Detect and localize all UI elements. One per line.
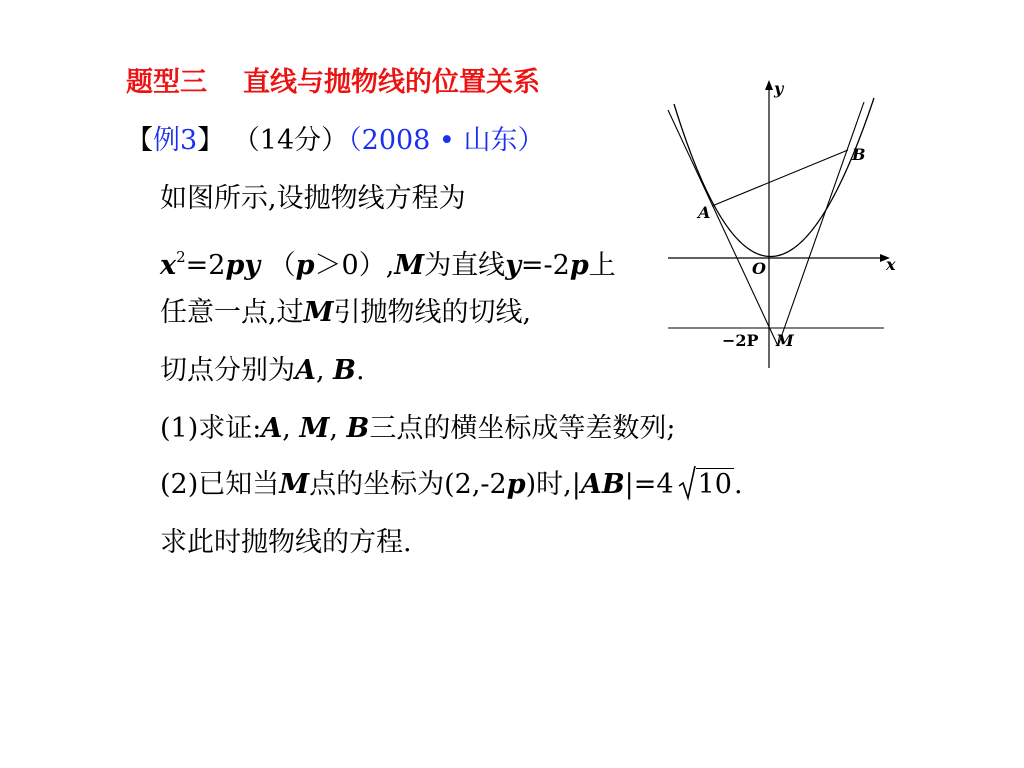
problem-part-2-line-2 xyxy=(160,526,412,560)
label-point-a: A xyxy=(698,203,711,222)
radical-sign-icon xyxy=(678,464,696,502)
var-M: M xyxy=(303,297,334,328)
cond-rest: ＞0）, xyxy=(314,250,395,281)
text-a: 任意一点,过 xyxy=(160,297,304,328)
var-M: M xyxy=(279,469,310,500)
parabola-figure xyxy=(660,78,900,370)
label-point-b: B xyxy=(852,145,866,164)
chord-ab xyxy=(712,150,848,206)
label-x: x xyxy=(886,255,896,274)
equals-4: =4 xyxy=(633,469,674,500)
var-A: A xyxy=(295,355,316,386)
label-point-m: M xyxy=(776,331,794,350)
label-neg-2p: −2P xyxy=(722,331,759,350)
sqrt-expression xyxy=(678,468,734,502)
label-y: y xyxy=(774,79,784,98)
var-p: p xyxy=(506,469,526,500)
section-label: 题型三 xyxy=(126,67,207,98)
problem-line-1 xyxy=(160,182,466,216)
var-x: x xyxy=(160,250,177,281)
example-label: 例3 xyxy=(153,125,198,156)
example-bracket-open: 【 xyxy=(126,125,153,156)
example-header xyxy=(126,124,544,158)
example-source: （2008 • 山东） xyxy=(348,125,545,156)
equals-neg2: =-2 xyxy=(520,250,570,281)
var-AB: AB xyxy=(580,469,625,500)
text-b: 三点的横坐标成等差数列; xyxy=(369,413,676,444)
cond-open: （ xyxy=(268,250,296,281)
tangent-line-a xyxy=(668,110,778,346)
period: . xyxy=(733,469,743,500)
abs-open: | xyxy=(571,469,581,500)
text-a: (1)求证: xyxy=(160,413,262,444)
problem-line-2 xyxy=(160,240,616,283)
problem-part-1 xyxy=(160,412,675,446)
equals-2: =2 xyxy=(185,250,226,281)
problem-part-2 xyxy=(160,468,743,502)
var-A: A xyxy=(261,413,283,444)
problem-line-4 xyxy=(160,354,365,388)
text-end: 上 xyxy=(588,250,616,281)
abs-close: | xyxy=(624,469,634,500)
comma-2: , xyxy=(329,413,347,444)
var-p-2: p xyxy=(569,250,589,281)
sqrt-argument: 10 xyxy=(697,469,732,500)
var-p: p xyxy=(295,250,315,281)
exponent: 2 xyxy=(176,248,186,266)
comma-1: , xyxy=(282,413,300,444)
var-B: B xyxy=(333,355,356,386)
text-a: 切点分别为 xyxy=(160,355,295,386)
var-y: y xyxy=(505,250,521,281)
var-M: M xyxy=(394,250,425,281)
section-topic: 直线与抛物线的位置关系 xyxy=(243,67,540,98)
parabola-curve xyxy=(674,98,874,257)
text: 求此时抛物线的方程. xyxy=(160,527,412,558)
text-b: 点的坐标为(2,-2 xyxy=(309,469,507,500)
label-origin: O xyxy=(752,259,766,278)
var-py: py xyxy=(225,250,261,281)
problem-text-1: 如图所示,设抛物线方程为 xyxy=(160,183,466,214)
example-bracket-close: 】 xyxy=(197,125,225,156)
period: . xyxy=(355,355,365,386)
text-b: 引抛物线的切线, xyxy=(333,297,532,328)
var-M: M xyxy=(299,413,330,444)
tangent-line-b xyxy=(778,102,864,346)
text-mid: 为直线 xyxy=(424,250,506,281)
problem-line-3 xyxy=(160,296,531,330)
y-axis-arrow-icon xyxy=(765,80,773,90)
text-c: )时, xyxy=(525,469,572,500)
var-B: B xyxy=(346,413,370,444)
section-title xyxy=(126,66,540,100)
text-a: (2)已知当 xyxy=(160,469,280,500)
example-score: （14分） xyxy=(232,125,349,156)
comma: , xyxy=(315,355,334,386)
